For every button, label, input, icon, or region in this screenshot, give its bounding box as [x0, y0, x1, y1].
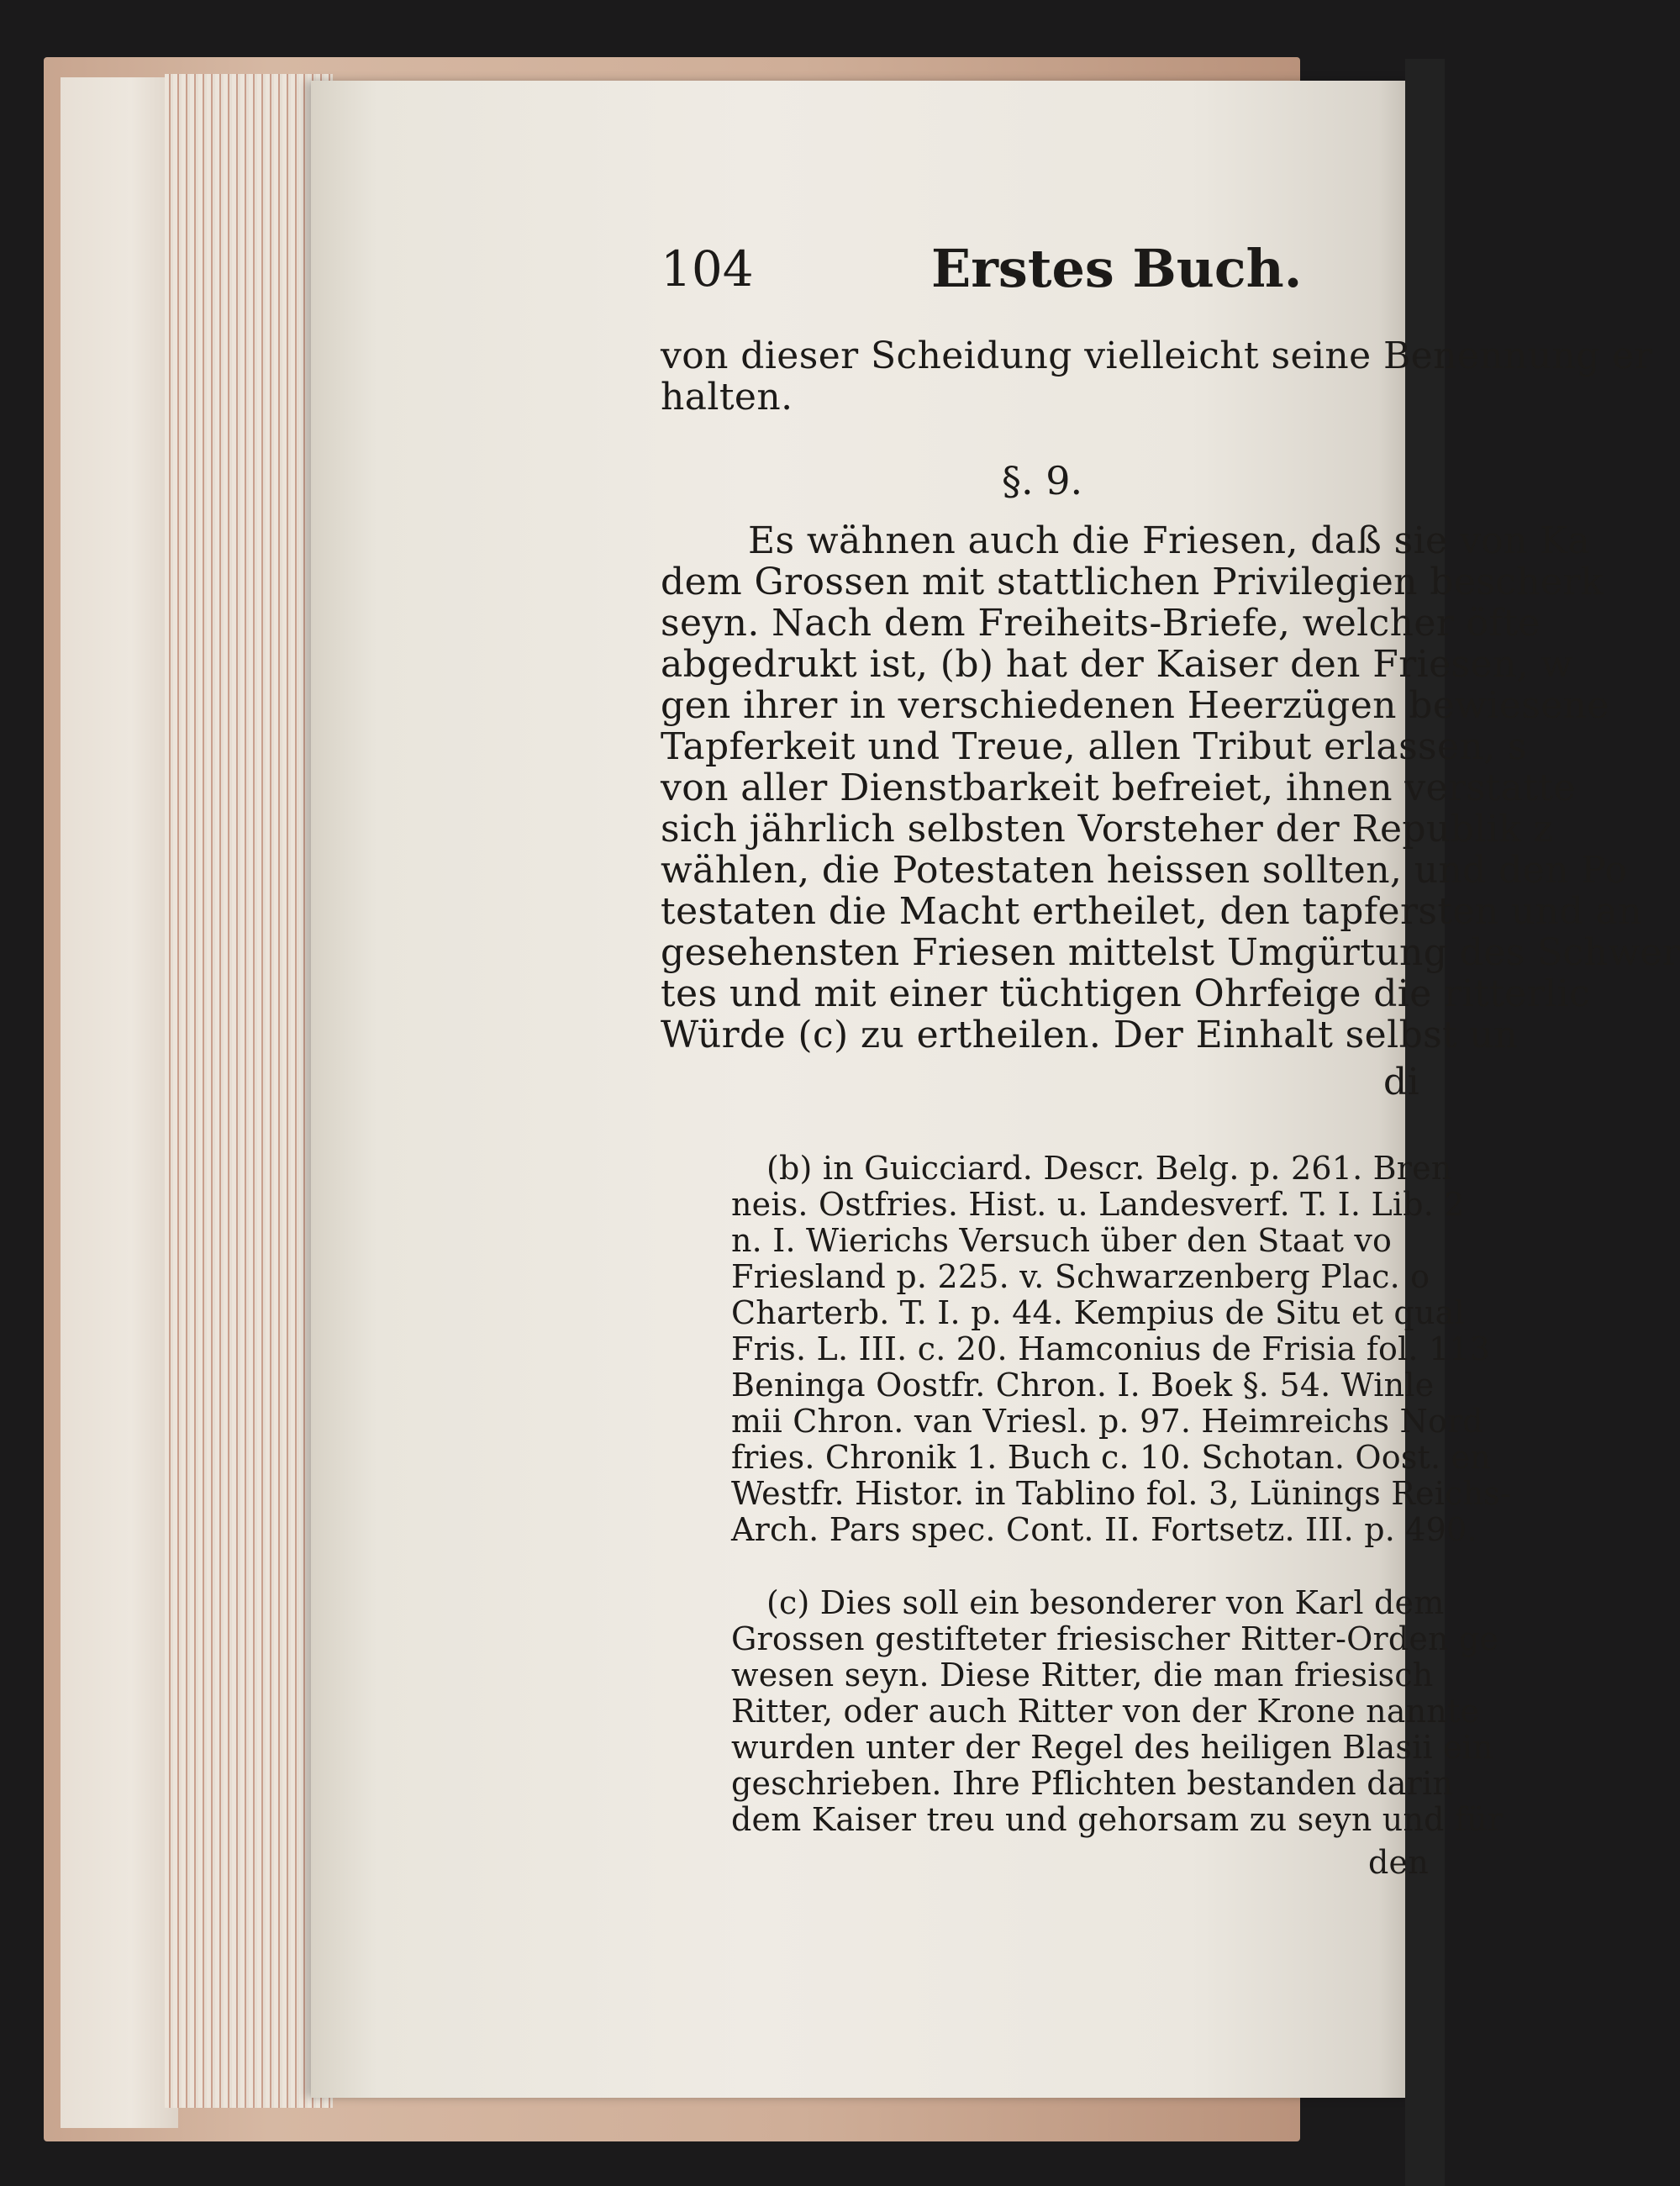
text-line: von aller Dienstbarkeit befreiet, ihnen verstatte: [661, 766, 1576, 809]
text-line: di: [1383, 1061, 1420, 1104]
text-line: sich jährlich selbsten Vorsteher der Republik z: [661, 808, 1554, 851]
text-line: Tapferkeit und Treue, allen Tribut erlassen, s: [661, 725, 1527, 768]
footnote-line: Westfr. Histor. in Tablino fol. 3, Lünings Reichs-: [731, 1475, 1511, 1512]
text-line: gen ihrer in verschiedenen Heerzügen bewiesene: [661, 684, 1609, 727]
text-line: abgedrukt ist, (b) hat der Kaiser den Friesen, w: [661, 643, 1573, 686]
text-line: gesehensten Friesen mittelst Umgürtung des Schwer: [661, 931, 1680, 974]
text-line: seyn. Nach dem Freiheits-Briefe, welcher öfte: [661, 602, 1540, 645]
footnote-line: wesen seyn. Diese Ritter, die man friesisch: [731, 1657, 1434, 1693]
text-line: wählen, die Potestaten heissen sollten, und den Po: [661, 849, 1628, 892]
flyleaf: [61, 77, 178, 2128]
page-edges: [165, 74, 333, 2108]
text-line: Würde (c) zu ertheilen. Der Einhalt selbst un: [661, 1014, 1519, 1056]
footnote-line: (b) in Guicciard. Descr. Belg. p. 261. Bren: [766, 1150, 1452, 1187]
footnote-line: Fris. L. III. c. 20. Hamconius de Frisia fol. 113: [731, 1330, 1491, 1367]
footnote-line: neis. Ostfries. Hist. u. Landesverf. T. I. Lib. 2: [731, 1186, 1465, 1223]
footnote-line: geschrieben. Ihre Pflichten bestanden darin: [731, 1765, 1453, 1802]
text-line: Es wähnen auch die Friesen, daß sie von Ka: [748, 519, 1591, 562]
text-line: halten.: [661, 376, 793, 419]
text-line: dem Grossen mit stattlichen Privilegien bescherk: [661, 561, 1604, 603]
footnote-line: Charterb. T. I. p. 44. Kempius de Situ et qual: [731, 1294, 1465, 1331]
footnote-line: mii Chron. van Vriesl. p. 97. Heimreichs Nord: [731, 1403, 1483, 1440]
footnote-line: Arch. Pars spec. Cont. II. Fortsetz. III. p. 490.: [731, 1511, 1477, 1548]
page-number: 104: [661, 240, 754, 298]
section-heading: §. 9.: [1002, 458, 1083, 503]
footnote-line: n. I. Wierichs Versuch über den Staat vo: [731, 1222, 1393, 1259]
footnote-line: Grossen gestifteter friesischer Ritter-Orden ge: [731, 1620, 1499, 1657]
footnote-line: den: [1368, 1844, 1429, 1881]
footnote-line: fries. Chronik 1. Buch c. 10. Schotan. Oost. en: [731, 1439, 1491, 1476]
running-head: Erstes Buch.: [931, 238, 1303, 299]
footnote-line: Ritter, oder auch Ritter von der Krone nannte: [731, 1693, 1480, 1730]
footnote-line: dem Kaiser treu und gehorsam zu seyn und für: [731, 1801, 1504, 1838]
text-line: von dieser Scheidung vielleicht seine Benennung er: [661, 334, 1653, 377]
footnote-line: Friesland p. 225. v. Schwarzenberg Plac. o: [731, 1258, 1430, 1295]
footnote-line: wurden unter der Regel des heiligen Blasii ein: [731, 1729, 1493, 1766]
text-line: tes und mit einer tüchtigen Ohrfeige die ritterlic: [661, 972, 1590, 1015]
text-line: testaten die Macht ertheilet, den tapfersten und an: [661, 890, 1642, 933]
footnote-line: Beninga Oostfr. Chron. I. Boek §. 54. Winle: [731, 1367, 1435, 1404]
footnote-line: (c) Dies soll ein besonderer von Karl dem: [766, 1584, 1445, 1621]
